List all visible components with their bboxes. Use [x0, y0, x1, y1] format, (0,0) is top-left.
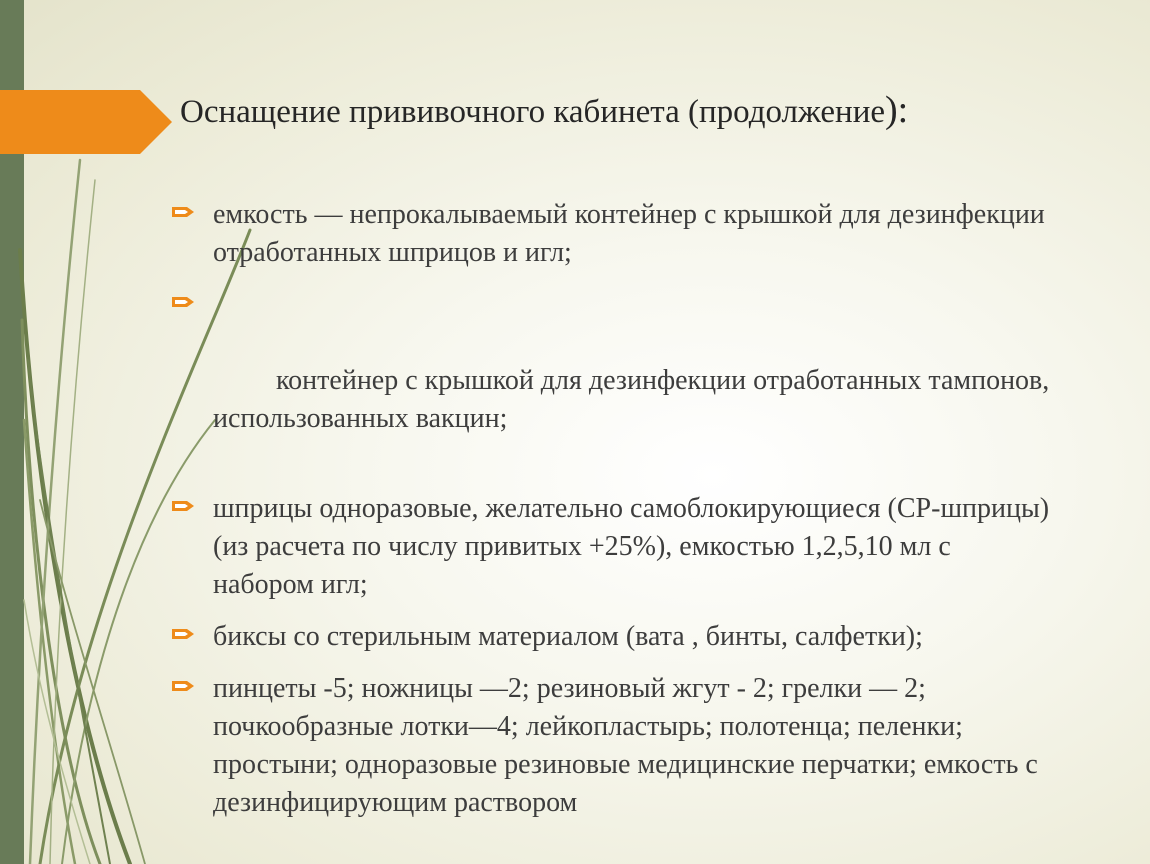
list-item	[172, 286, 1057, 476]
arrow-bullet-icon	[172, 295, 196, 309]
arrow-bullet-icon	[172, 205, 196, 219]
slide-title-suffix: ):	[885, 89, 909, 131]
arrow-bullet-icon	[172, 627, 196, 641]
list-item-text: шприцы одноразовые, желательно самоблокирующиеся (СР-шприцы) (из расчета по числу привитых +25%), емкостью 1,2,5,10 мл с набором игл;	[213, 493, 1050, 600]
list-item-text: биксы со стерильным материалом (вата , бинты, салфетки);	[213, 621, 923, 652]
list-item	[172, 618, 1052, 656]
arrow-bullet-icon	[172, 499, 196, 513]
list-item-text: емкость — непрокалываемый контейнер с крышкой для дезинфекции отработанных шприцов и игл;	[213, 199, 1045, 268]
list-item	[172, 196, 1052, 272]
arrow-bullet-icon	[172, 679, 196, 693]
slide-title-text: Оснащение прививочного кабинета (продолжение	[180, 94, 886, 130]
list-item-text: пинцеты -5; ножницы —2; резиновый жгут - 2; грелки — 2; почкообразные лотки—4; лейкопластырь; полотенца; пеленки; простыни; одноразовые резиновые медицинские перчатки; емкость с дезинфицирующим раствором	[213, 673, 1038, 818]
slide-title	[180, 88, 1080, 134]
bullet-list	[172, 196, 1057, 836]
title-arrow-shape	[0, 90, 175, 154]
list-item	[172, 670, 1052, 822]
list-item-text: контейнер с крышкой для дезинфекции отработанных тампонов, использованных вакцин;	[213, 365, 1057, 434]
list-item	[172, 490, 1052, 604]
